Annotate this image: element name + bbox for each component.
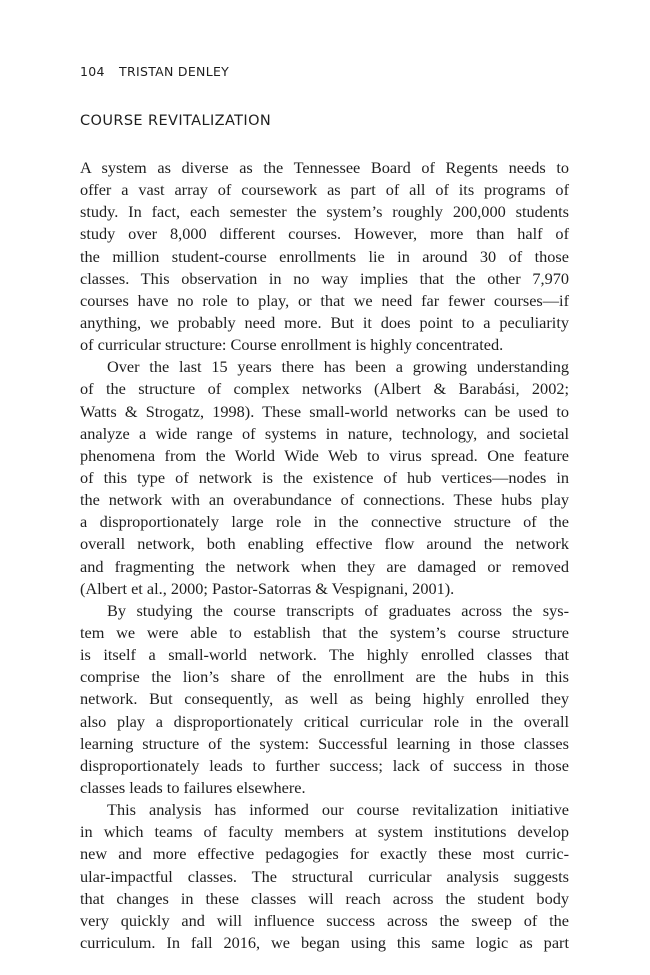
text-line: courses have no role to play, or that we need far fewer courses—if (80, 290, 569, 310)
text-line: comprise the lion’s share of the enrollment are the hubs in this (80, 667, 569, 687)
text-line: anything, we probably need more. But it does point to a peculiarity (80, 312, 569, 332)
paragraph-2 (80, 356, 569, 600)
text-line: the million student-course enrollments lie in around 30 of those (80, 246, 569, 266)
text-line: network. But consequently, as well as being highly enrolled they (80, 689, 569, 709)
text-line: (Albert et al., 2000; Pastor-Satorras & Vespignani, 2001). (80, 578, 455, 598)
text-line: This analysis has informed our course revitalization initiative (107, 800, 569, 820)
body-text (80, 157, 569, 954)
text-line: A system as diverse as the Tennessee Board of Regents needs to (80, 158, 569, 177)
paragraph-3 (80, 600, 569, 799)
running-head-author: TRISTAN DENLEY (119, 64, 230, 79)
text-line: is itself a small-world network. The highly enrolled classes that (80, 645, 569, 665)
text-line: study over 8,000 different courses. However, more than half of (80, 224, 569, 244)
text-line: Watts & Strogatz, 1998). These small-world networks can be used to (80, 401, 569, 421)
text-line: and fragmenting the network when they are damaged or removed (80, 556, 569, 576)
section-heading: COURSE REVITALIZATION (80, 113, 272, 129)
text-line: curriculum. In fall 2016, we began using this same logic as part (80, 932, 569, 952)
text-line: that changes in these classes will reach across the student body (80, 888, 569, 908)
text-line: analyze a wide range of systems in nature, technology, and societal (80, 423, 569, 443)
paragraph-1 (80, 157, 569, 356)
book-page (80, 62, 569, 954)
text-line: new and more effective pedagogies for exactly these most curric- (80, 844, 569, 864)
text-line: Over the last 15 years there has been a growing understanding (107, 357, 569, 377)
text-line: overall network, both enabling effective flow around the network (80, 534, 569, 554)
running-head (80, 62, 569, 82)
text-line: disproportionately leads to further success; lack of success in those (80, 755, 569, 775)
text-line: very quickly and will influence success across the sweep of the (80, 910, 569, 930)
text-line: study. In fact, each semester the system’s roughly 200,000 students (80, 202, 569, 222)
text-line: also play a disproportionately critical curricular role in the overall (80, 711, 569, 731)
paragraph-4 (80, 799, 569, 954)
text-line: a disproportionately large role in the connective structure of the (80, 512, 569, 532)
text-line: phenomena from the World Wide Web to virus spread. One feature (80, 445, 569, 465)
text-line: classes leads to failures elsewhere. (80, 777, 306, 797)
text-line: learning structure of the system: Successful learning in those classes (80, 733, 569, 753)
text-line: offer a vast array of coursework as part of all of its programs of (80, 180, 569, 200)
page-number: 104 (80, 64, 105, 79)
text-line: of this type of network is the existence of hub vertices—nodes in (80, 467, 569, 487)
text-line: By studying the course transcripts of graduates across the sys- (107, 600, 569, 620)
text-line: the network with an overabundance of connections. These hubs play (80, 490, 569, 510)
text-line: of the structure of complex networks (Albert & Barabási, 2002; (80, 379, 569, 399)
text-line: tem we were able to establish that the system’s course structure (80, 622, 569, 642)
text-line: in which teams of faculty members at system institutions develop (80, 822, 569, 842)
text-line: classes. This observation in no way implies that the other 7,970 (80, 268, 569, 288)
text-line: of curricular structure: Course enrollment is highly concentrated. (80, 335, 504, 355)
text-line: ular-impactful classes. The structural curricular analysis suggests (80, 866, 569, 886)
